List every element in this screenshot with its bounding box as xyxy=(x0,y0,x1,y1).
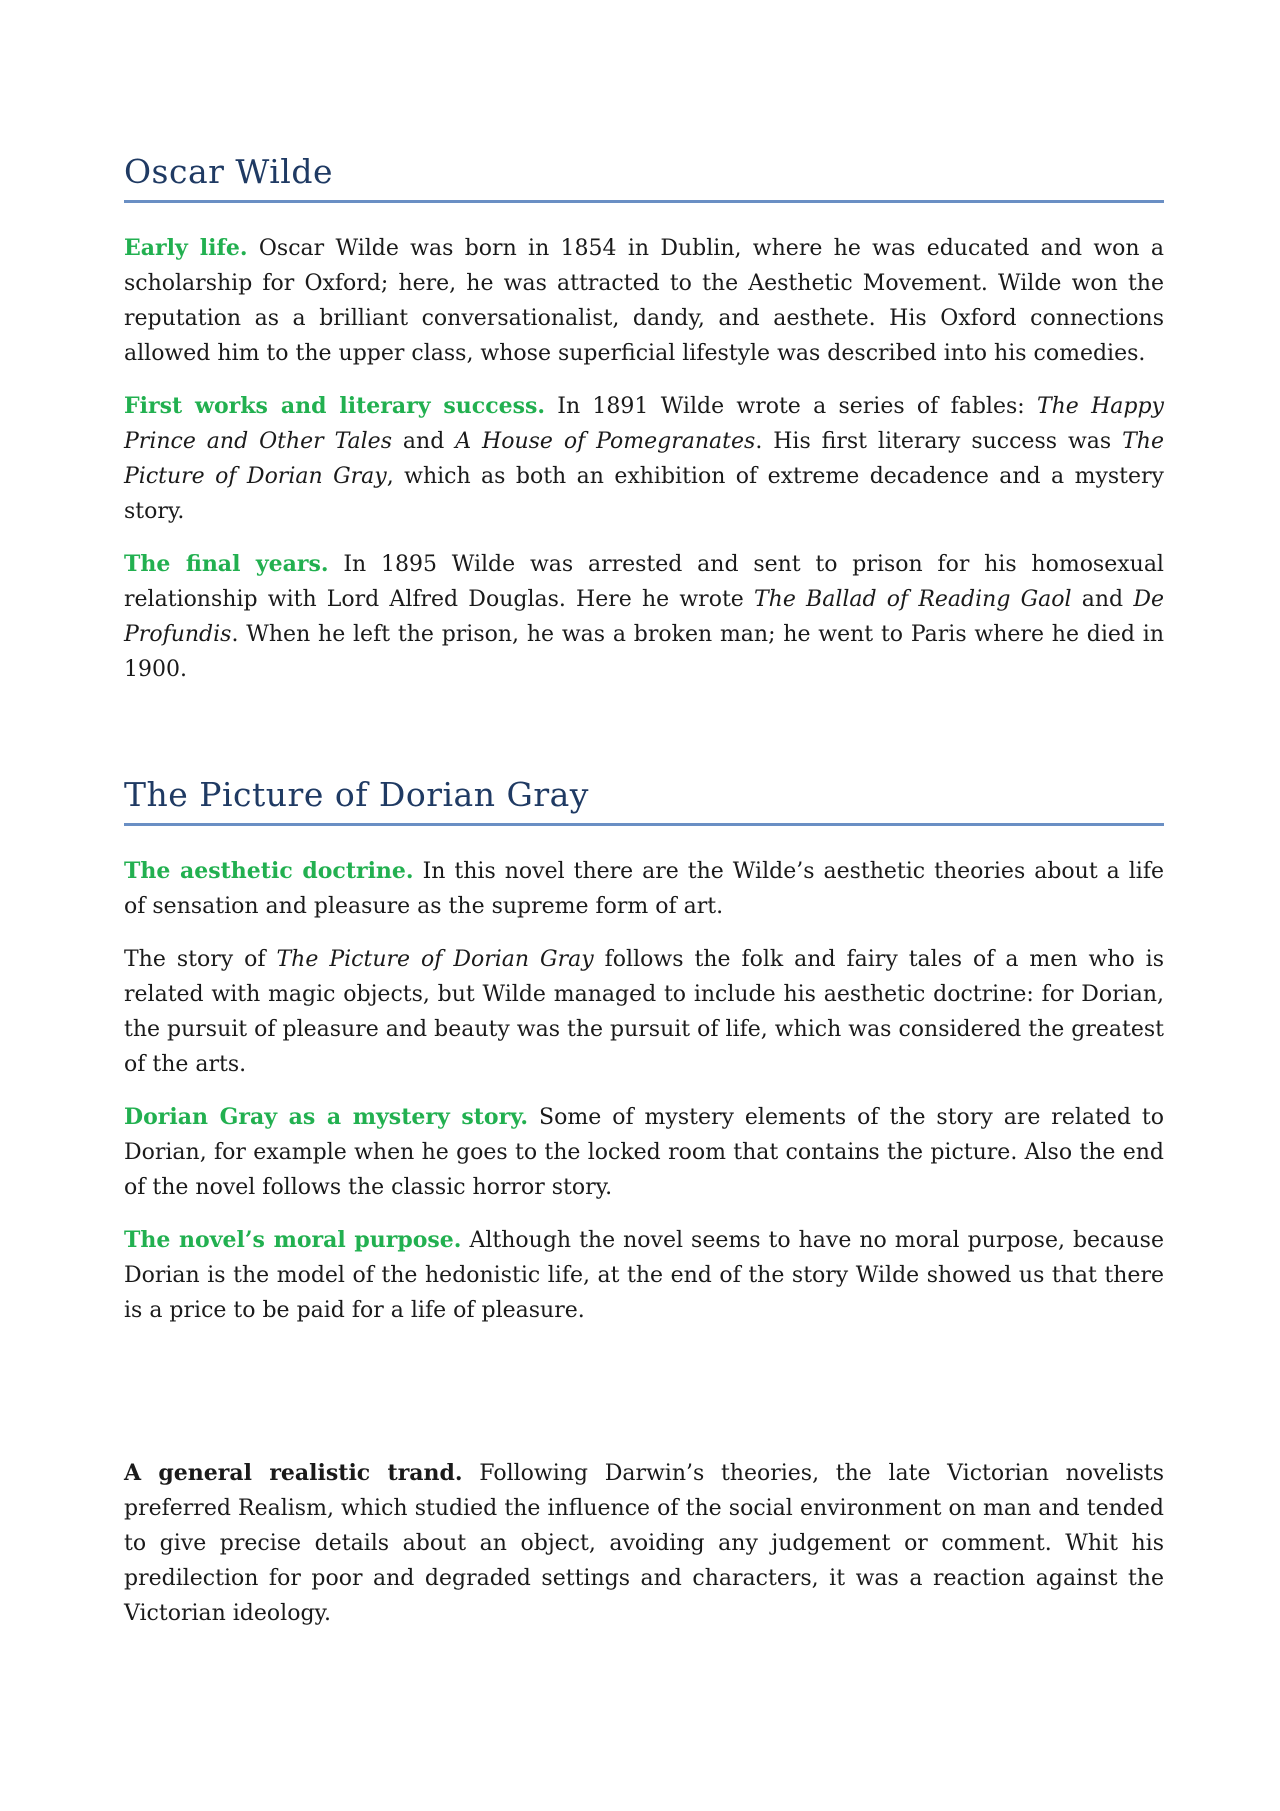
italic-title-run: The Picture of Dorian Gray xyxy=(124,429,1164,489)
text-run: , which as both an exhibition of extreme decadence and a mystery story. xyxy=(124,464,1164,524)
italic-title-run: A House of Pomegranates xyxy=(455,429,756,454)
document-body xyxy=(124,150,1164,1328)
text-run: Oscar Wilde was born in 1854 in Dublin, where he was educated and won a scholarship for Oxford; here, he was attracted to the Aesthetic Movement. Wilde won the reputation as a brilliant conversationalist, dandy, and aesthete. His Oxford connections allowed him to the upper class, whose superficial lifestyle was described into his comedies. xyxy=(124,236,1165,366)
body-paragraph xyxy=(124,854,1164,924)
section-heading: The Picture of Dorian Gray xyxy=(124,775,589,814)
body-paragraph xyxy=(124,942,1164,1082)
text-run: In this novel there are the Wilde’s aesthetic theories about a life of sensation and pleasure as the supreme form of art. xyxy=(124,859,1164,919)
paragraph-lead-a-general-realistic-trand: A general realistic trand. xyxy=(124,1460,463,1486)
body-paragraph xyxy=(124,231,1164,371)
section-the-picture-of-dorian-gray xyxy=(124,773,1164,1328)
italic-title-run: The Ballad of Reading Gaol xyxy=(754,587,1072,612)
closing-paragraph xyxy=(124,1456,1164,1631)
text-run: Although the novel seems to have no moral purpose, because Dorian is the model of the hedonistic life, at the end of the story Wilde showed us that there is a price to be paid for a life of pleasure. xyxy=(124,1228,1164,1323)
section-heading: Oscar Wilde xyxy=(124,152,334,191)
text-run: and xyxy=(392,429,456,454)
heading-underline-divider xyxy=(124,823,1164,826)
document-page xyxy=(124,150,1164,1649)
text-run: In 1895 Wilde was arrested and sent to prison for his homosexual relationship with Lord Alfred Douglas. Here he wrote xyxy=(124,552,1164,612)
heading-underline-divider xyxy=(124,200,1164,203)
text-run: follows the folk and fairy tales of a men who is related with magic objects, but Wilde managed to include his aesthetic doctrine: for Dorian, the pursuit of pleasure and beauty was the pursuit of life, which was considered the greatest of the arts. xyxy=(124,947,1164,1077)
italic-title-run: De Profundis xyxy=(124,587,1164,647)
paragraph-lead-first-works-and-literary-success: First works and literary success. xyxy=(124,393,546,419)
paragraph-lead-dorian-gray-as-a-mystery-story: Dorian Gray as a mystery story. xyxy=(124,1104,529,1130)
text-run: The story of xyxy=(124,947,277,972)
text-run: Following Darwin’s theories, the late Victorian novelists preferred Realism, which studied the influence of the social environment on man and tended to give precise details about an object, avoiding any judgement or comment. Whit his predilection for poor and degraded settings and characters, it was a reaction against the Victorian ideology. xyxy=(124,1461,1164,1626)
italic-title-run: The Happy Prince and Other Tales xyxy=(124,394,1164,454)
paragraph-lead-the-novel-s-moral-purpose: The novel’s moral purpose. xyxy=(124,1227,462,1253)
body-paragraph xyxy=(124,389,1164,529)
body-paragraph xyxy=(124,1100,1164,1205)
body-paragraph xyxy=(124,1223,1164,1328)
section-oscar-wilde xyxy=(124,150,1164,687)
text-run: and xyxy=(1071,587,1134,612)
text-run: . When he left the prison, he was a broken man; he went to Paris where he died in 1900. xyxy=(124,622,1164,682)
text-run: In 1891 Wilde wrote a series of fables: xyxy=(545,394,1037,419)
paragraph-lead-the-final-years: The final years. xyxy=(124,551,329,577)
paragraph-lead-the-aesthetic-doctrine: The aesthetic doctrine. xyxy=(124,858,414,884)
body-paragraph xyxy=(124,547,1164,687)
italic-title-run: The Picture of Dorian Gray xyxy=(276,947,594,972)
text-run: Some of mystery elements of the story are related to Dorian, for example when he goes to the locked room that contains the picture. Also the end of the novel follows the classic horror story. xyxy=(124,1105,1164,1200)
paragraph-lead-early-life: Early life. xyxy=(124,235,248,261)
text-run: . His first literary success was xyxy=(755,429,1123,454)
